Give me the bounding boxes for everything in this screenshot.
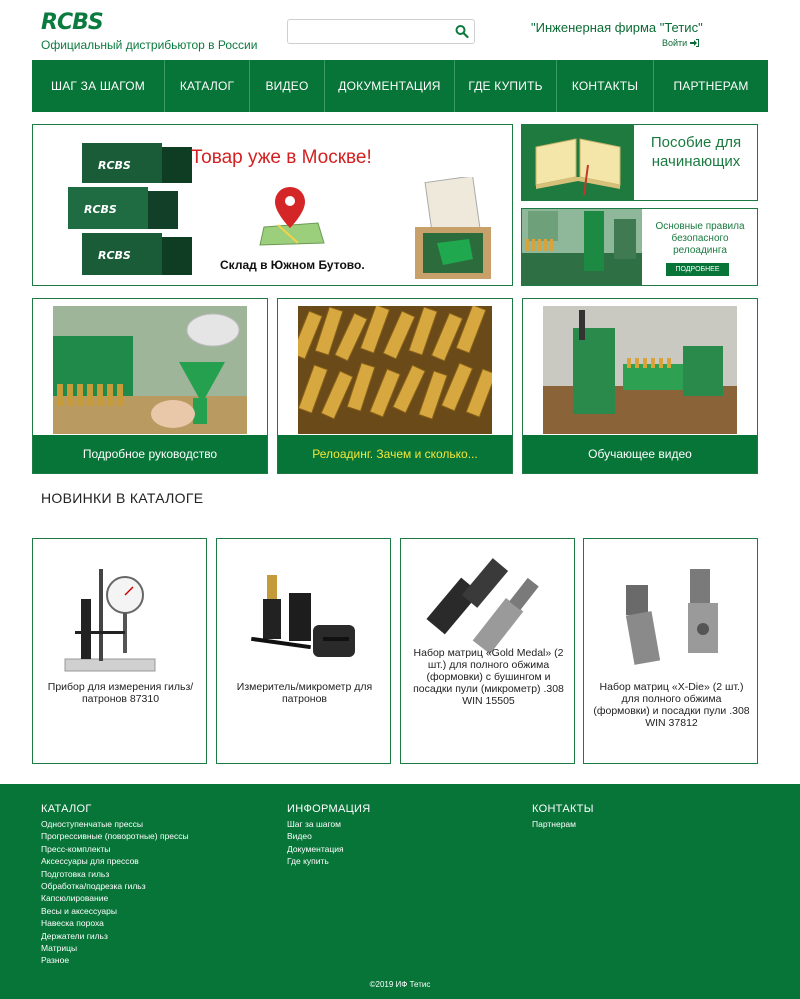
footer-link[interactable]: Капсюлирование [41,893,109,904]
company-name: "Инженерная фирма "Тетис" [531,20,703,35]
svg-text:RCBS: RCBS [98,249,131,262]
feature-caption-guide: Подробное руководство [33,435,267,473]
tagline: Официальный дистрибьютор в России [41,38,258,52]
beginners-guide-text: Пособие для начинающих [650,134,742,170]
search-input[interactable] [292,22,442,41]
more-button[interactable]: ПОДРОБНЕЕ [666,263,729,276]
product-card-case-gauge[interactable] [32,538,207,764]
footer-link[interactable]: Навеска пороха [41,918,104,929]
product-name: Измеритель/микрометр для патронов [236,681,373,705]
footer [0,784,800,999]
footer-catalog-title: КАТАЛОГ [41,803,92,815]
nav-item-documentation[interactable]: ДОКУМЕНТАЦИЯ [325,60,455,112]
micrometer-image [237,553,372,673]
main-nav [32,60,768,112]
product-name: Прибор для измерения гильз/патронов 87310 [47,681,194,705]
safety-rules-banner[interactable] [521,208,758,286]
product-card-x-die[interactable] [583,538,758,764]
footer-link[interactable]: Видео [287,831,312,842]
case-gauge-image [53,559,188,679]
rcbs-logo[interactable] [41,10,131,36]
footer-link[interactable]: Подготовка гильз [41,868,110,879]
feature-caption-video: Обучающее видео [523,435,757,473]
nav-item-contacts[interactable]: КОНТАКТЫ [557,60,654,112]
login-link[interactable] [662,38,699,48]
footer-link[interactable]: Шаг за шагом [287,819,341,829]
footer-link[interactable]: Весы и аксессуары [41,905,117,916]
svg-text:RCBS: RCBS [98,159,131,172]
product-card-micrometer[interactable] [216,538,391,764]
footer-link[interactable]: Разное [41,955,70,966]
banner-title: Товар уже в Москве! [191,147,372,168]
footer-info-title: ИНФОРМАЦИЯ [287,803,371,815]
section-title-new-items: НОВИНКИ В КАТАЛОГЕ [41,490,204,506]
product-name: Набор матриц «Gold Medal» (2 шт.) для полного обжима (формовки) с бушингом и посадки пули (микрометр) .308 WIN 15505 [413,647,564,707]
footer-contacts-title: КОНТАКТЫ [532,803,594,815]
product-name: Набор матриц «X-Die» (2 шт.) для полного обжима (формовки) и посадки пули .308 WIN 37812 [593,681,750,729]
beginners-guide-banner[interactable] [521,124,758,201]
copyright: ©2019 ИФ Тетис [369,980,431,989]
rcbs-boxes-image [68,139,198,279]
search-icon[interactable] [455,24,469,39]
nav-item-step-by-step[interactable]: ШАГ ЗА ШАГОМ [32,60,165,112]
login-label: Войти [662,38,688,48]
open-book-image [522,125,634,201]
nav-item-where-to-buy[interactable]: ГДЕ КУПИТЬ [455,60,557,112]
feature-card-guide[interactable] [32,298,268,474]
footer-link[interactable]: Одноступенчатые прессы [41,819,144,829]
footer-link[interactable]: Матрицы [41,943,78,954]
nav-item-partners[interactable]: ПАРТНЕРАМ [673,79,749,93]
footer-link[interactable]: Прогрессивные (поворотные) прессы [41,831,189,842]
footer-link[interactable]: Документация [287,843,344,854]
powder-funnel-photo [53,306,247,434]
feature-caption-reloading: Релоадинг. Зачем и сколько... [278,435,512,473]
footer-link[interactable]: Где купить [287,856,329,867]
reloading-press-photo [543,306,737,434]
x-die-image [604,563,739,683]
feature-card-video[interactable] [522,298,758,474]
logo-text: RCBS [41,10,103,35]
map-pin-icon [258,185,328,247]
safety-rules-text: Основные правила безопасного релоадинга [655,221,745,256]
footer-contacts-column [532,803,594,830]
footer-link[interactable]: Обработка/подрезка гильз [41,881,146,892]
nav-item-catalog[interactable]: КАТАЛОГ [165,60,250,112]
footer-link[interactable]: Держатели гильз [41,930,108,941]
svg-text:RCBS: RCBS [84,203,117,216]
sign-in-icon [690,39,699,47]
footer-link[interactable]: Партнерам [532,819,576,829]
product-card-gold-medal-dies[interactable] [400,538,575,764]
banner-caption: Склад в Южном Бутово. [220,258,365,272]
search-box[interactable] [287,19,475,44]
footer-catalog-column [41,803,189,967]
press-bench-image [522,209,642,286]
feature-card-reloading[interactable] [277,298,513,474]
footer-link[interactable]: Пресс-комплекты [41,843,111,854]
die-box-image [413,177,493,281]
nav-item-video[interactable]: ВИДЕО [250,60,325,112]
moscow-stock-banner[interactable] [32,124,513,286]
bullets-photo [298,306,492,434]
footer-info-column [287,803,370,868]
footer-link[interactable]: Аксессуары для прессов [41,856,139,867]
